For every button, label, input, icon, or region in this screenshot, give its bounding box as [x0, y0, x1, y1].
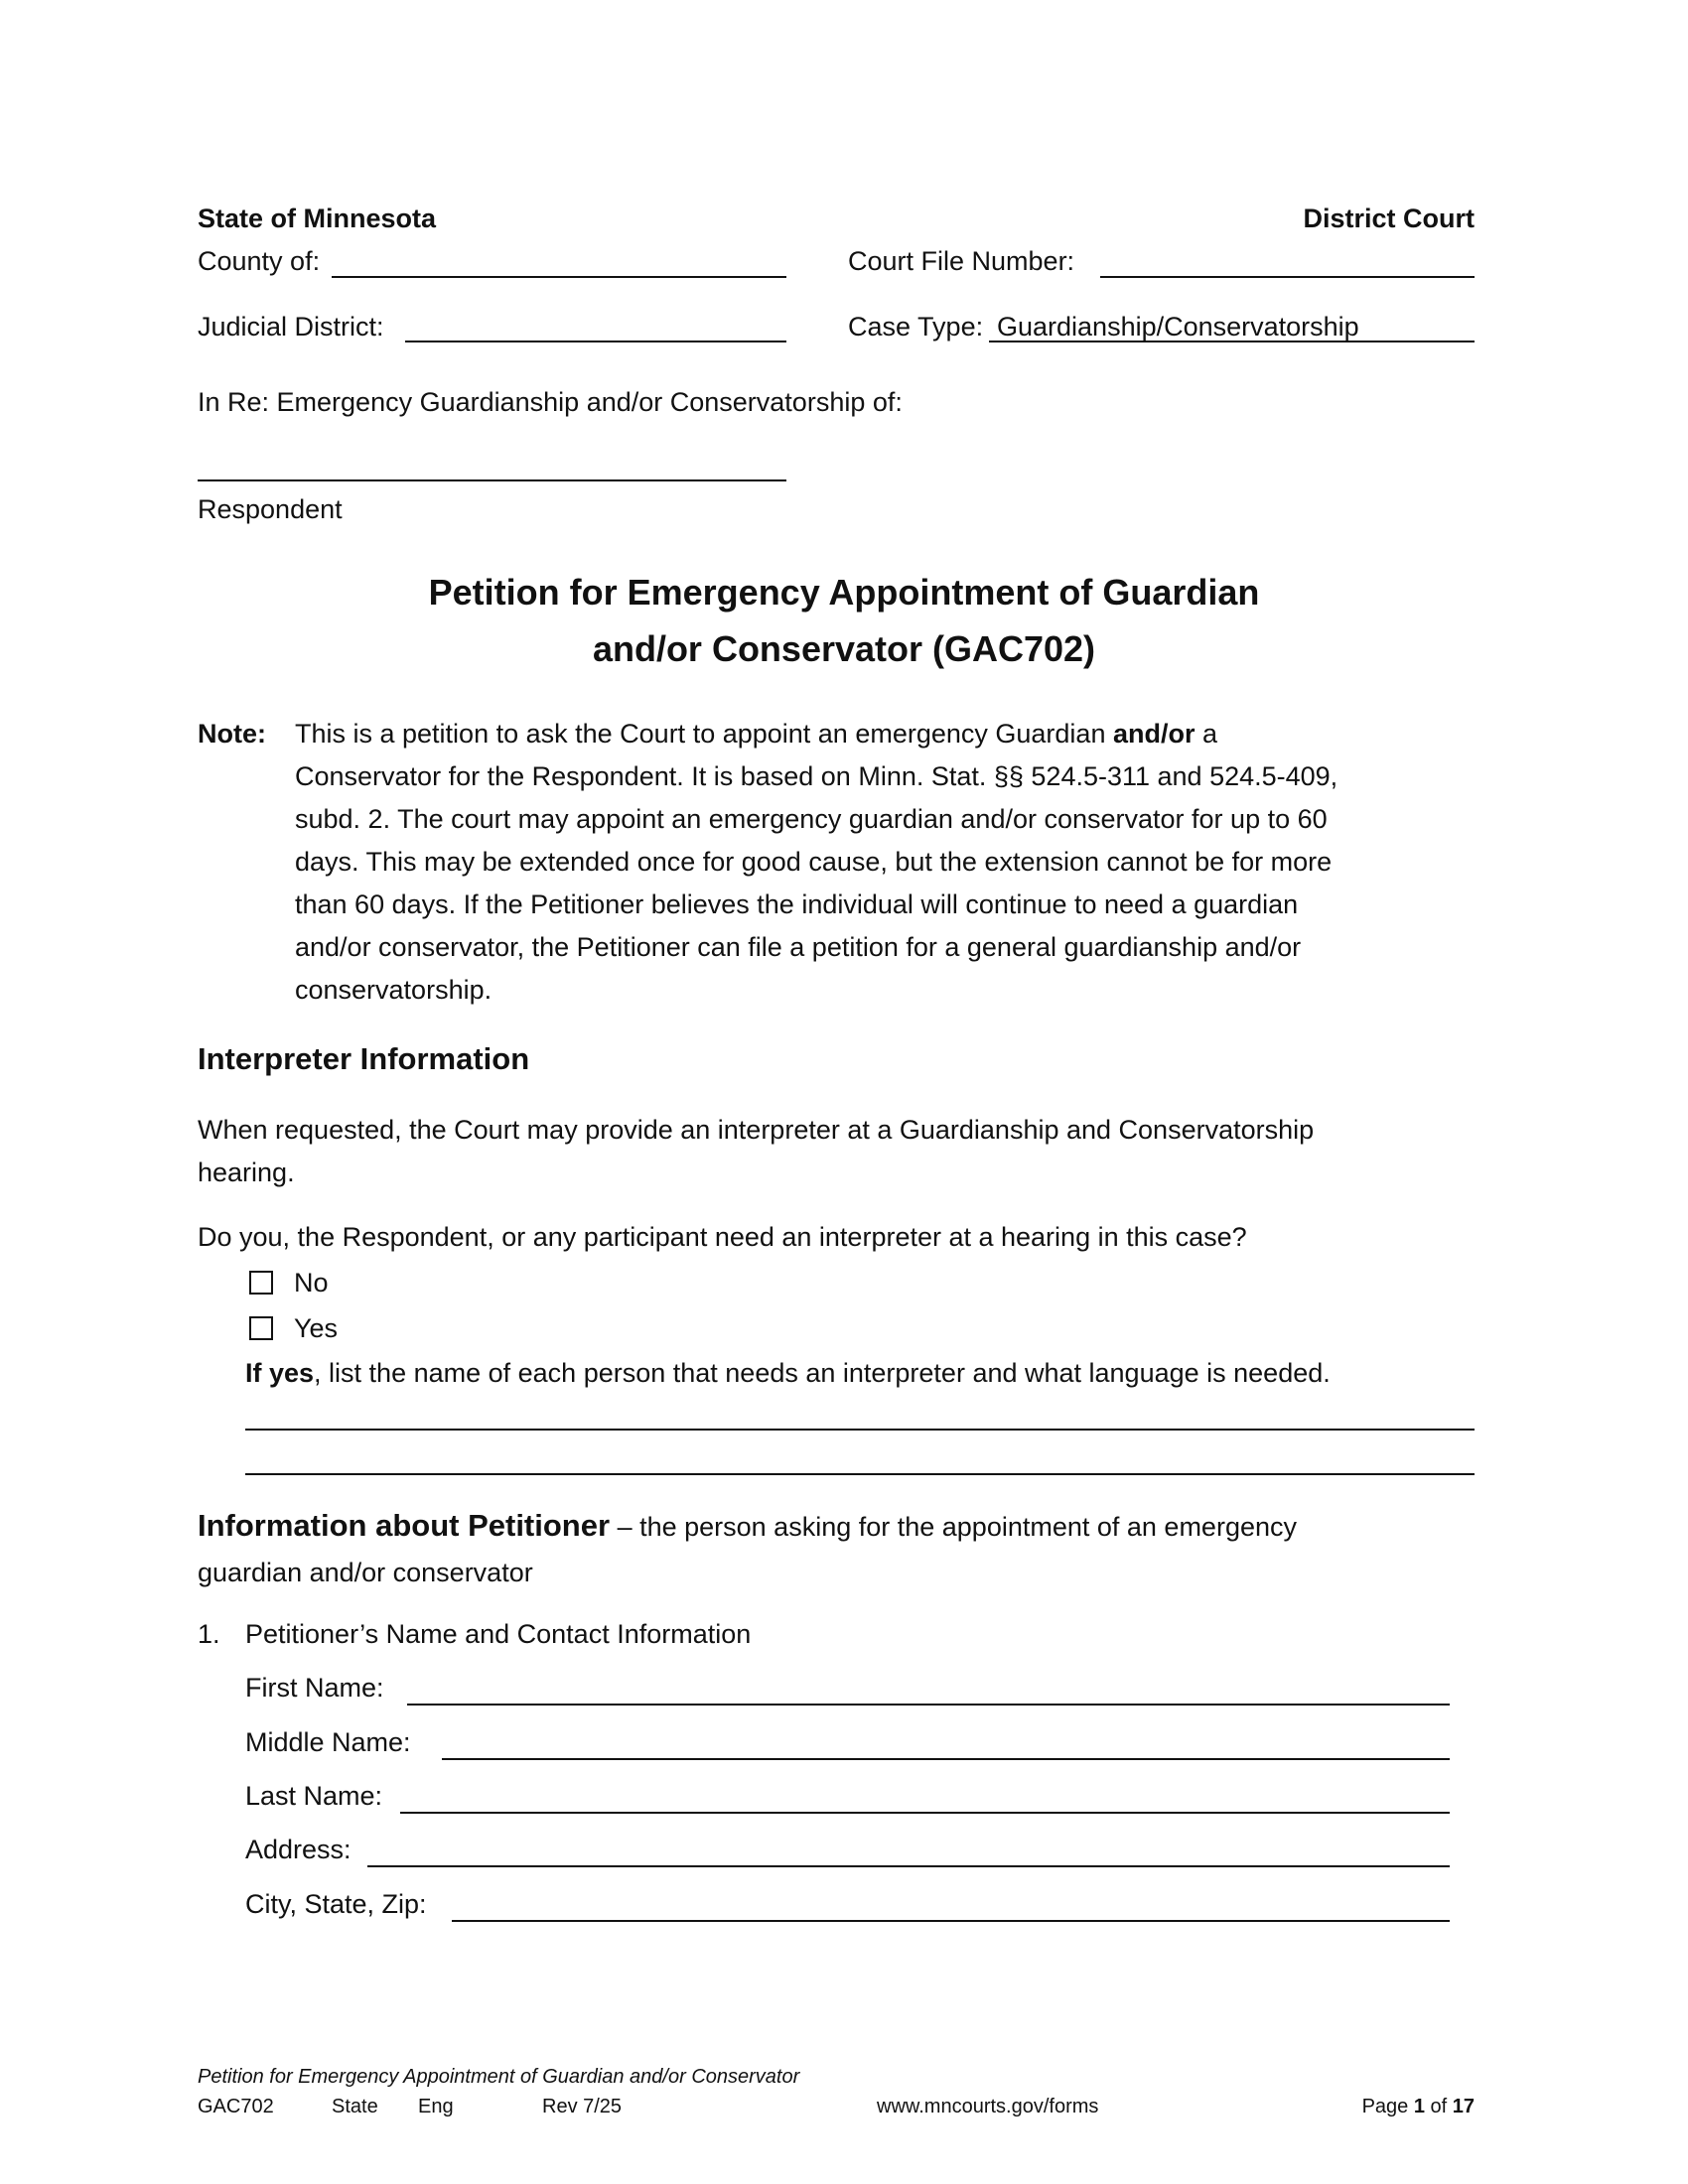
note-line: and/or conservator, the Petitioner can file a petition for a general guardianship and/or: [295, 932, 1302, 962]
footer-page: Page 1 of 17: [1361, 2096, 1475, 2117]
item-number: 1.: [198, 1619, 220, 1649]
county-label: County of:: [198, 246, 321, 276]
interpreter-line-2[interactable]: [245, 1473, 1475, 1475]
if-yes-instruction: If yes, list the name of each person that needs an interpreter and what language is needed.: [245, 1358, 1331, 1388]
note-line: This is a petition to ask the Court to appoint an emergency Guardian and/or a: [295, 719, 1218, 749]
page-title: Petition for Emergency Appointment of Guardian: [428, 572, 1260, 613]
interpreter-intro-2: hearing.: [198, 1158, 295, 1187]
district-field[interactable]: [405, 341, 786, 342]
city-state-zip-label: City, State, Zip:: [245, 1889, 427, 1919]
no-label: No: [294, 1268, 329, 1297]
file-number-field[interactable]: [1100, 276, 1475, 278]
court-label: District Court: [1303, 204, 1475, 233]
district-label: Judicial District:: [198, 312, 384, 341]
file-number-label: Court File Number:: [848, 246, 1075, 276]
middle-name-label: Middle Name:: [245, 1727, 411, 1757]
respondent-field[interactable]: [198, 479, 786, 481]
yes-checkbox[interactable]: [249, 1316, 273, 1340]
address-label: Address:: [245, 1835, 352, 1864]
note-line: conservatorship.: [295, 975, 492, 1005]
footer-code: GAC702: [198, 2096, 274, 2117]
no-checkbox[interactable]: [249, 1271, 273, 1295]
address-field[interactable]: [367, 1865, 1450, 1867]
petitioner-heading: Information about Petitioner – the person asking for the appointment of an emergency: [198, 1508, 1297, 1543]
note-line: subd. 2. The court may appoint an emergency guardian and/or conservator for up to 60: [295, 804, 1328, 834]
respondent-label: Respondent: [198, 494, 343, 524]
case-type-value: Guardianship/Conservatorship: [997, 312, 1359, 341]
interpreter-question: Do you, the Respondent, or any participant need an interpreter at a hearing in this case?: [198, 1222, 1247, 1252]
case-type-label: Case Type:: [848, 312, 984, 341]
yes-label: Yes: [294, 1313, 339, 1343]
middle-name-field[interactable]: [442, 1758, 1450, 1760]
first-name-field[interactable]: [407, 1704, 1450, 1706]
interpreter-line-1[interactable]: [245, 1429, 1475, 1431]
footer-rev: Rev 7/25: [542, 2096, 623, 2117]
footer-lang: Eng: [418, 2096, 454, 2117]
in-re-label: In Re: Emergency Guardianship and/or Conservatorship of:: [198, 387, 903, 417]
page-title-line2: and/or Conservator (GAC702): [592, 628, 1096, 669]
petitioner-heading-cont: guardian and/or conservator: [198, 1558, 533, 1587]
footer-title: Petition for Emergency Appointment of Guardian and/or Conservator: [198, 2066, 800, 2088]
interpreter-heading: Interpreter Information: [198, 1041, 530, 1076]
note-label: Note:: [198, 719, 266, 749]
note-line: than 60 days. If the Petitioner believes the individual will continue to need a guardian: [295, 889, 1299, 919]
note-line: Conservator for the Respondent. It is based on Minn. Stat. §§ 524.5-311 and 524.5-409,: [295, 761, 1338, 791]
item-label: Petitioner’s Name and Contact Information: [245, 1619, 752, 1649]
note-line: days. This may be extended once for good cause, but the extension cannot be for more: [295, 847, 1333, 877]
city-state-zip-field[interactable]: [452, 1920, 1450, 1922]
last-name-field[interactable]: [400, 1812, 1450, 1814]
county-field[interactable]: [332, 276, 786, 278]
interpreter-intro: When requested, the Court may provide an interpreter at a Guardianship and Conservatorship: [198, 1115, 1315, 1145]
state-label: State of Minnesota: [198, 204, 437, 233]
last-name-label: Last Name:: [245, 1781, 383, 1811]
footer-state: State: [332, 2096, 378, 2117]
footer-url[interactable]: www.mncourts.gov/forms: [877, 2096, 1099, 2117]
first-name-label: First Name:: [245, 1673, 384, 1703]
